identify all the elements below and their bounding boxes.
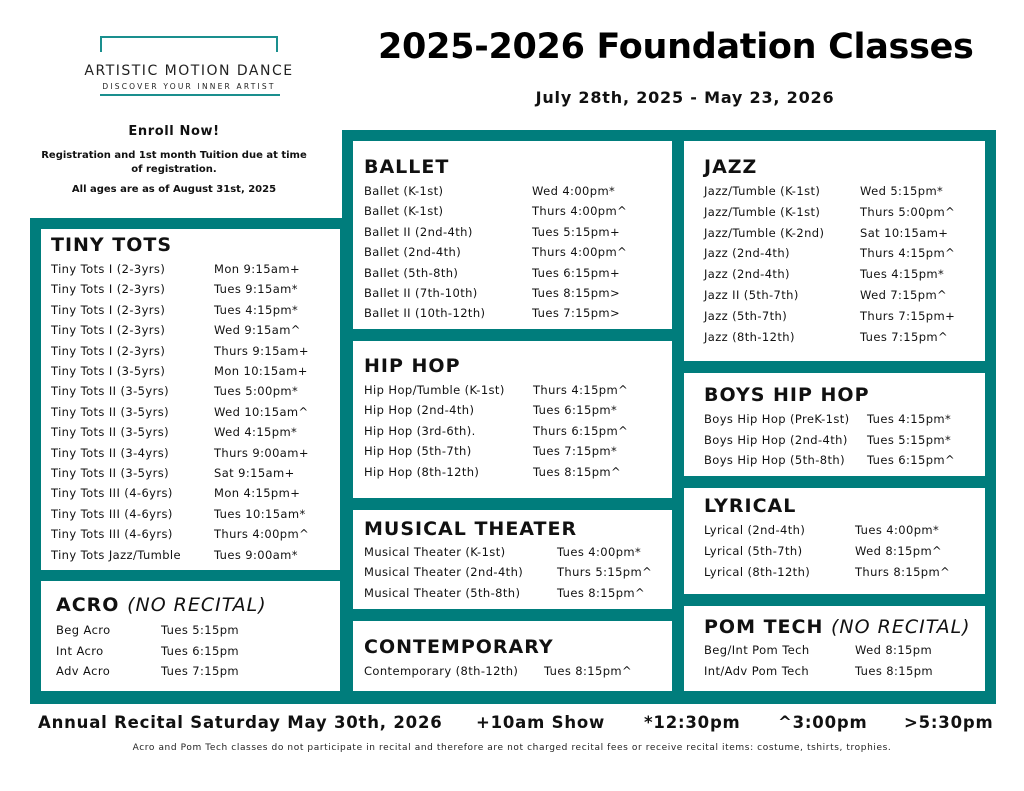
- class-name: Tiny Tots II (3-4yrs): [51, 445, 169, 460]
- hip-hop-class-row: [364, 403, 664, 419]
- class-name: Tiny Tots I (2-3yrs): [51, 323, 166, 338]
- ballet-class-row: [364, 286, 664, 302]
- class-name: Lyrical (5th-7th): [704, 543, 803, 558]
- class-name: Boys Hip Hop (PreK-1st): [704, 412, 850, 426]
- class-name: Lyrical (2nd-4th): [704, 523, 806, 537]
- class-name: Ballet (2nd-4th): [364, 245, 462, 260]
- class-time: Tues 4:00pm*: [855, 523, 940, 537]
- class-name: Hip Hop (2nd-4th): [364, 403, 475, 418]
- class-time: Wed 8:15pm^: [855, 543, 943, 558]
- class-time: Wed 8:15pm: [855, 643, 933, 657]
- logo-name: ARTISTIC MOTION DANCE: [84, 63, 294, 79]
- class-time: Tues 10:15am*: [214, 506, 306, 521]
- class-time: Thurs 5:15pm^: [557, 565, 653, 580]
- class-name: Tiny Tots II (3-5yrs): [51, 466, 169, 480]
- contemporary-class-row: [364, 664, 664, 680]
- tiny-tots-class-row: [51, 548, 351, 564]
- class-time: Thurs 7:15pm+: [860, 308, 956, 323]
- jazz-class-row: [704, 184, 1004, 200]
- class-name: Jazz (8th-12th): [704, 329, 795, 344]
- class-name: Jazz/Tumble (K-1st): [704, 184, 821, 198]
- tiny-tots-class-row: [51, 425, 351, 441]
- class-name: Ballet (5th-8th): [364, 265, 459, 280]
- class-name: Musical Theater (5th-8th): [364, 585, 521, 600]
- tiny-tots-class-row: [51, 446, 351, 462]
- class-time: Thurs 4:00pm^: [532, 204, 628, 219]
- jazz-class-row: [704, 309, 1004, 325]
- tiny-tots-class-row: [51, 384, 351, 400]
- acro-class-row: [56, 664, 356, 680]
- section-title-hip-hop: HIP HOP: [364, 355, 461, 377]
- recital-info: [38, 713, 998, 735]
- class-time: Wed 4:00pm*: [532, 184, 616, 198]
- acro-no-recital: (NO RECITAL): [127, 594, 267, 616]
- class-time: Tues 4:15pm*: [214, 302, 299, 317]
- logo-tagline: DISCOVER YOUR INNER ARTIST: [102, 82, 276, 91]
- class-time: Tues 8:15pm^: [557, 585, 646, 600]
- class-name: Jazz II (5th-7th): [704, 288, 799, 302]
- musical-theater-class-row: [364, 586, 664, 602]
- class-name: Ballet (K-1st): [364, 204, 444, 219]
- class-time: Thurs 4:00pm^: [214, 527, 310, 542]
- class-name: Tiny Tots I (2-3yrs): [51, 262, 166, 276]
- jazz-class-row: [704, 226, 1004, 242]
- hip-hop-class-row: [364, 424, 664, 440]
- class-name: Tiny Tots III (4-6yrs): [51, 486, 173, 501]
- section-title-jazz: JAZZ: [704, 156, 758, 178]
- recital-title: Annual Recital Saturday May 30th, 2026: [38, 713, 443, 732]
- ballet-class-row: [364, 266, 664, 282]
- tiny-tots-class-row: [51, 507, 351, 523]
- class-name: Musical Theater (2nd-4th): [364, 565, 524, 580]
- class-name: Tiny Tots II (3-5yrs): [51, 384, 169, 399]
- class-name: Tiny Tots I (2-3yrs): [51, 282, 166, 297]
- class-name: Tiny Tots I (2-3yrs): [51, 302, 166, 317]
- pom-tech-class-row: [704, 643, 1004, 659]
- class-name: Adv Acro: [56, 664, 111, 678]
- age-cutoff-note: All ages are as of August 31st, 2025: [71, 184, 277, 195]
- section-title-musical-theater: MUSICAL THEATER: [364, 518, 578, 540]
- section-title-lyrical: LYRICAL: [704, 495, 797, 517]
- class-time: Tues 6:15pm: [161, 643, 240, 658]
- class-name: Ballet II (7th-10th): [364, 286, 478, 300]
- class-name: Jazz/Tumble (K-2nd): [704, 225, 825, 240]
- class-name: Hip Hop (5th-7th): [364, 444, 472, 459]
- class-time: Tues 6:15pm*: [533, 403, 618, 418]
- section-title-acro: [56, 594, 267, 616]
- class-time: Mon 9:15am+: [214, 262, 301, 276]
- jazz-class-row: [704, 267, 1004, 283]
- class-time: Sat 10:15am+: [860, 225, 949, 240]
- class-time: Tues 5:15pm*: [867, 432, 952, 447]
- class-time: Thurs 5:00pm^: [860, 204, 956, 219]
- class-time: Tues 8:15pm^: [544, 664, 633, 678]
- class-time: Tues 7:15pm>: [532, 306, 621, 321]
- class-name: Contemporary (8th-12th): [364, 664, 519, 678]
- recital-show-1230: *12:30pm: [644, 713, 741, 732]
- acro-class-row: [56, 644, 356, 660]
- pom-tech-no-recital: (NO RECITAL): [831, 616, 971, 638]
- class-name: Int/Adv Pom Tech: [704, 663, 810, 678]
- pom-tech-class-row: [704, 664, 1004, 680]
- section-title-pom-tech: [704, 616, 971, 638]
- jazz-class-row: [704, 330, 1004, 346]
- recital-show-300: ^3:00pm: [778, 713, 868, 732]
- boys-hip-hop-class-row: [704, 433, 1004, 449]
- class-time: Thurs 8:15pm^: [855, 564, 951, 579]
- class-name: Tiny Tots I (3-5yrs): [51, 364, 166, 378]
- class-time: Thurs 6:15pm^: [533, 423, 629, 438]
- hip-hop-class-row: [364, 383, 664, 399]
- class-time: Wed 5:15pm*: [860, 184, 944, 198]
- recital-show-530: >5:30pm: [904, 713, 994, 732]
- tiny-tots-class-row: [51, 364, 351, 380]
- class-name: Tiny Tots I (2-3yrs): [51, 343, 166, 358]
- class-name: Lyrical (8th-12th): [704, 564, 811, 579]
- class-time: Tues 7:15pm^: [860, 329, 949, 344]
- jazz-class-row: [704, 288, 1004, 304]
- tiny-tots-class-row: [51, 262, 351, 278]
- ballet-class-row: [364, 245, 664, 261]
- season-dates: July 28th, 2025 - May 23, 2026: [535, 88, 835, 107]
- jazz-class-row: [704, 246, 1004, 262]
- class-time: Tues 8:15pm: [855, 663, 934, 678]
- lyrical-class-row: [704, 565, 1004, 581]
- class-time: Tues 9:15am*: [214, 282, 298, 297]
- ballet-class-row: [364, 204, 664, 220]
- class-name: Tiny Tots II (3-5yrs): [51, 425, 169, 440]
- class-time: Tues 4:15pm*: [867, 412, 952, 426]
- section-title-contemporary: CONTEMPORARY: [364, 636, 554, 658]
- acro-class-row: [56, 623, 356, 639]
- tiny-tots-class-row: [51, 466, 351, 482]
- tiny-tots-class-row: [51, 282, 351, 298]
- lyrical-class-row: [704, 544, 1004, 560]
- class-time: Tues 4:00pm*: [557, 545, 642, 559]
- class-time: Tues 5:15pm: [161, 623, 240, 637]
- class-time: Wed 4:15pm*: [214, 425, 298, 440]
- class-name: Ballet (K-1st): [364, 184, 444, 198]
- class-name: Beg Acro: [56, 623, 111, 637]
- class-name: Boys Hip Hop (2nd-4th): [704, 432, 848, 447]
- ballet-class-row: [364, 184, 664, 200]
- class-name: Musical Theater (K-1st): [364, 545, 506, 559]
- class-name: Jazz (2nd-4th): [704, 246, 790, 261]
- class-name: Jazz/Tumble (K-1st): [704, 204, 821, 219]
- class-time: Tues 8:15pm^: [533, 464, 622, 479]
- class-time: Sat 9:15am+: [214, 466, 295, 480]
- tiny-tots-class-row: [51, 303, 351, 319]
- class-name: Tiny Tots III (4-6yrs): [51, 506, 173, 521]
- class-time: Wed 10:15am^: [214, 404, 309, 419]
- tiny-tots-class-row: [51, 486, 351, 502]
- hip-hop-class-row: [364, 465, 664, 481]
- class-name: Tiny Tots II (3-5yrs): [51, 404, 169, 419]
- class-name: Hip Hop (8th-12th): [364, 464, 480, 479]
- class-time: Tues 6:15pm^: [867, 453, 956, 467]
- enroll-heading: Enroll Now!: [128, 124, 220, 139]
- class-time: Tues 7:15pm*: [533, 444, 618, 459]
- class-name: Boys Hip Hop (5th-8th): [704, 453, 845, 467]
- class-time: Tues 8:15pm>: [532, 286, 621, 300]
- recital-footnote: Acro and Pom Tech classes do not participate in recital and therefore are not charged recital fees or receive recital items: costume, tshirts, trophies.: [132, 743, 892, 753]
- acro-title: ACRO: [56, 594, 120, 616]
- class-time: Tues 5:00pm*: [214, 384, 299, 399]
- class-name: Int Acro: [56, 643, 104, 658]
- pom-tech-title: POM TECH: [704, 616, 824, 638]
- musical-theater-class-row: [364, 545, 664, 561]
- class-time: Thurs 9:15am+: [214, 343, 309, 358]
- class-time: Thurs 4:15pm^: [860, 246, 956, 261]
- boys-hip-hop-class-row: [704, 453, 1004, 469]
- class-name: Jazz (5th-7th): [704, 308, 788, 323]
- class-name: Hip Hop/Tumble (K-1st): [364, 383, 505, 397]
- class-name: Hip Hop (3rd-6th).: [364, 423, 476, 438]
- class-time: Tues 7:15pm: [161, 664, 240, 678]
- class-name: Ballet II (10th-12th): [364, 306, 486, 321]
- class-time: Tues 4:15pm*: [860, 267, 945, 282]
- hip-hop-class-row: [364, 444, 664, 460]
- tiny-tots-class-row: [51, 527, 351, 543]
- lyrical-class-row: [704, 523, 1004, 539]
- ballet-class-row: [364, 306, 664, 322]
- tiny-tots-class-row: [51, 344, 351, 360]
- recital-show-10am: +10am Show: [476, 713, 606, 732]
- class-name: Jazz (2nd-4th): [704, 267, 790, 282]
- class-time: Tues 9:00am*: [214, 547, 298, 562]
- class-name: Tiny Tots Jazz/Tumble: [51, 547, 182, 562]
- class-name: Ballet II (2nd-4th): [364, 224, 473, 239]
- section-title-ballet: BALLET: [364, 156, 450, 178]
- class-time: Tues 5:15pm+: [532, 224, 621, 239]
- logo-underline: [100, 94, 280, 96]
- section-title-boys-hip-hop: BOYS HIP HOP: [704, 384, 870, 406]
- class-time: Thurs 9:00am+: [214, 445, 309, 460]
- registration-note-line1: Registration and 1st month Tuition due at time: [41, 150, 307, 161]
- class-time: Mon 10:15am+: [214, 364, 308, 378]
- boys-hip-hop-class-row: [704, 412, 1004, 428]
- page-title: 2025-2026 Foundation Classes: [378, 27, 974, 67]
- class-name: Beg/Int Pom Tech: [704, 643, 810, 657]
- jazz-class-row: [704, 205, 1004, 221]
- section-title-tiny-tots: TINY TOTS: [51, 234, 173, 256]
- tiny-tots-class-row: [51, 405, 351, 421]
- class-time: Mon 4:15pm+: [214, 486, 301, 501]
- musical-theater-class-row: [364, 565, 664, 581]
- class-time: Wed 7:15pm^: [860, 288, 948, 302]
- class-time: Thurs 4:15pm^: [533, 383, 629, 397]
- registration-note-line2: of registration.: [131, 164, 217, 175]
- ballet-class-row: [364, 225, 664, 241]
- tiny-tots-class-row: [51, 323, 351, 339]
- class-time: Thurs 4:00pm^: [532, 245, 628, 260]
- class-time: Tues 6:15pm+: [532, 265, 621, 280]
- class-name: Tiny Tots III (4-6yrs): [51, 527, 173, 542]
- class-time: Wed 9:15am^: [214, 323, 301, 338]
